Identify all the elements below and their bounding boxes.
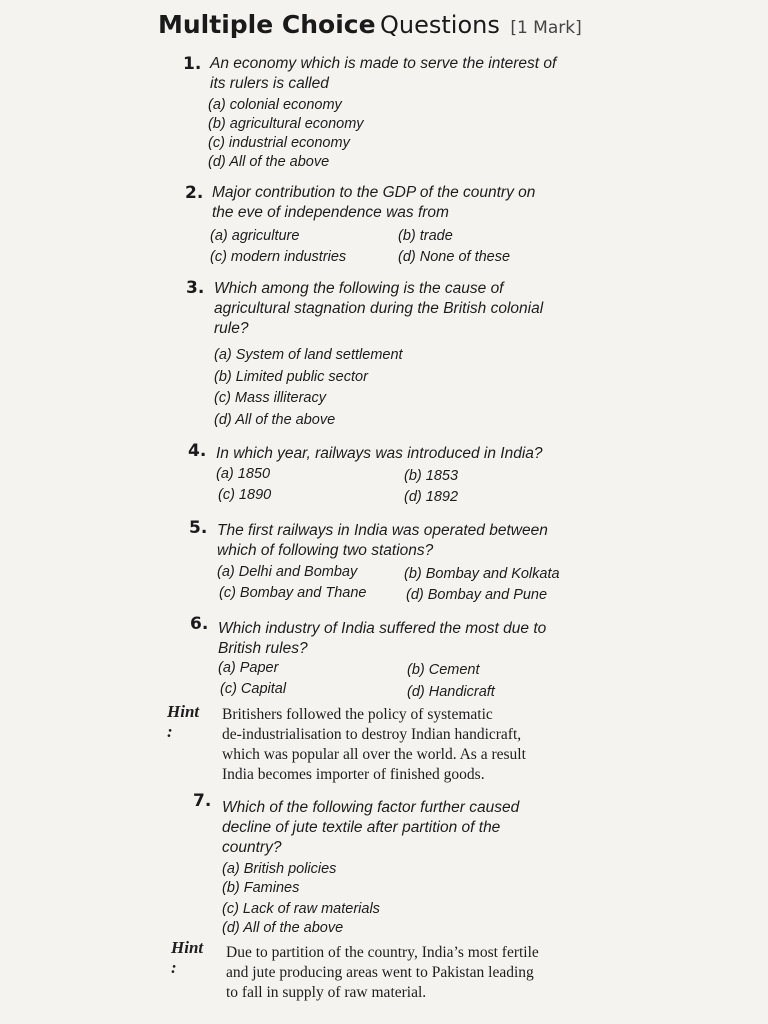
hint-text: Britishers followed the policy of systematic de-industrialisation to destroy Indian handicraft, which was popular all over the world. As a result India becomes importer of finished goods.	[222, 706, 526, 783]
option-a: (a) System of land settlement	[214, 347, 403, 363]
option-b: (b) 1853	[404, 468, 459, 484]
option-a: (a) British policies	[222, 861, 337, 877]
option-c: (c) modern industries	[210, 249, 347, 265]
question-text: An economy which is made to serve the interest of its rulers is called	[210, 55, 557, 92]
option-b: (b) Cement	[407, 662, 480, 678]
question-number: 3.	[186, 278, 205, 298]
title-regular: Questions	[380, 11, 500, 39]
question-text: Which industry of India suffered the most due to British rules?	[218, 620, 547, 657]
option-c: (c) 1890	[218, 487, 272, 503]
question-text: Which of the following factor further caused decline of jute textile after partition of the country?	[222, 799, 520, 856]
option-d: (d) All of the above	[214, 412, 336, 428]
option-b: (b) Bombay and Kolkata	[404, 566, 560, 582]
option-a: (a) colonial economy	[208, 97, 342, 113]
option-a: (a) Paper	[218, 660, 279, 676]
title-bold: Multiple Choice	[158, 10, 376, 39]
option-d: (d) None of these	[398, 249, 511, 265]
question-number: 5.	[189, 518, 208, 538]
option-c: (c) Capital	[220, 681, 287, 697]
option-b: (b) trade	[398, 228, 453, 244]
option-b: (b) agricultural economy	[208, 116, 364, 132]
question-number: 7.	[193, 791, 212, 811]
hint-label: Hint :	[167, 702, 200, 741]
option-c: (c) Bombay and Thane	[219, 585, 367, 601]
option-c: (c) Lack of raw materials	[222, 901, 380, 917]
option-c: (c) Mass illiteracy	[214, 390, 326, 406]
option-b: (b) Limited public sector	[214, 369, 368, 385]
question-text: The first railways in India was operated between which of following two stations?	[217, 522, 548, 559]
option-a: (a) 1850	[216, 466, 271, 482]
question-text: In which year, railways was introduced in India?	[216, 445, 543, 462]
option-c: (c) industrial economy	[208, 135, 350, 151]
option-d: (d) Bombay and Pune	[406, 587, 548, 603]
hint-label: Hint :	[171, 938, 204, 977]
option-a: (a) agriculture	[210, 228, 300, 244]
question-number: 2.	[185, 183, 204, 203]
question-number: 1.	[183, 54, 202, 74]
option-d: (d) 1892	[404, 489, 459, 505]
question-text: Major contribution to the GDP of the country on the eve of independence was from	[212, 184, 536, 221]
question-text: Which among the following is the cause of agricultural stagnation during the British colonial rule?	[214, 280, 544, 337]
option-d: (d) Handicraft	[407, 684, 495, 700]
option-d: (d) All of the above	[208, 154, 330, 170]
page-title	[158, 10, 582, 39]
question-number: 6.	[190, 614, 209, 634]
hint-text: Due to partition of the country, India’s most fertile and jute producing areas went to Pakistan leading to fall in supply of raw material.	[226, 944, 539, 1001]
option-a: (a) Delhi and Bombay	[217, 564, 358, 580]
option-b: (b) Famines	[222, 880, 300, 896]
question-number: 4.	[188, 441, 207, 461]
option-d: (d) All of the above	[222, 920, 344, 936]
title-marks: [1 Mark]	[510, 18, 582, 38]
